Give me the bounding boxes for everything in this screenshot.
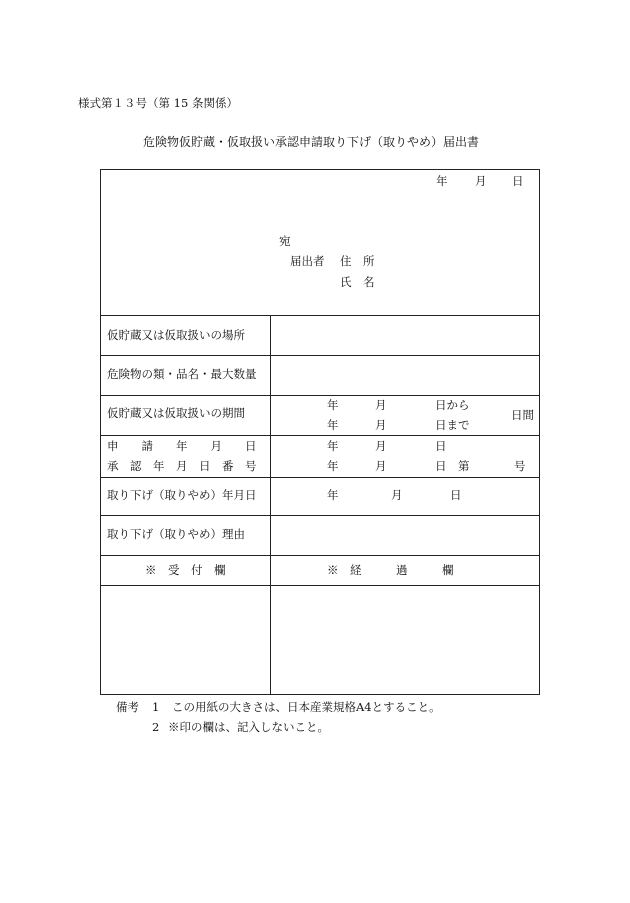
approve-label: 承 認 年 月 日 番 号 (107, 459, 257, 473)
period-month-1: 月 (375, 398, 387, 412)
addressee: 宛 (279, 234, 291, 248)
note-2-text: ※印の欄は、記入しないこと。 (168, 720, 329, 734)
apply-year: 年 (327, 439, 339, 453)
form-table (100, 169, 540, 695)
form-number: 様式第１３号（第 15 条関係） (78, 96, 238, 110)
reception-label: ※ 受 付 欄 (145, 563, 226, 577)
withdraw-date-label: 取り下げ（取りやめ）年月日 (107, 488, 257, 502)
apply-label: 申 請 年 月 日 (107, 439, 257, 453)
period-from: 日から (435, 398, 470, 412)
approve-year: 年 (327, 459, 339, 473)
reason-label: 取り下げ（取りやめ）理由 (107, 527, 245, 541)
apply-day: 日 (435, 439, 447, 453)
notes-heading: 備考 (116, 700, 139, 714)
header-day: 日 (512, 174, 524, 188)
period-year-1: 年 (327, 398, 339, 412)
withdraw-day: 日 (450, 488, 462, 502)
divider (101, 585, 539, 586)
divider (101, 555, 539, 556)
approve-month: 月 (375, 459, 387, 473)
note-1-number: 1 (152, 700, 160, 714)
column-divider (270, 315, 271, 695)
period-to: 日まで (435, 418, 470, 432)
period-label: 仮貯蔵又は仮取扱いの期間 (107, 406, 245, 420)
notifier-label: 届出者 (290, 254, 325, 268)
approve-number: 号 (514, 459, 526, 473)
divider (101, 395, 539, 396)
divider (101, 435, 539, 436)
progress-label: ※ 経 過 欄 (327, 563, 454, 577)
period-year-2: 年 (327, 418, 339, 432)
divider (101, 515, 539, 516)
note-1-text: この用紙の大きさは、日本産業規格A4とすること。 (172, 700, 441, 714)
divider (101, 477, 539, 478)
hazard-label: 危険物の類・品名・最大数量 (107, 367, 257, 381)
period-days: 日間 (511, 408, 534, 422)
location-label: 仮貯蔵又は仮取扱いの場所 (107, 328, 245, 342)
divider (101, 315, 539, 316)
address-label: 住 所 (340, 254, 375, 268)
header-year: 年 (436, 174, 448, 188)
note-2-number: 2 (152, 720, 160, 734)
withdraw-year: 年 (327, 488, 339, 502)
approve-day: 日 第 (435, 459, 470, 473)
divider (101, 355, 539, 356)
withdraw-month: 月 (391, 488, 403, 502)
apply-month: 月 (375, 439, 387, 453)
period-month-2: 月 (375, 418, 387, 432)
name-label: 氏 名 (340, 275, 375, 289)
document-title: 危険物仮貯蔵・仮取扱い承認申請取り下げ（取りやめ）届出書 (143, 135, 480, 149)
header-month: 月 (475, 174, 487, 188)
